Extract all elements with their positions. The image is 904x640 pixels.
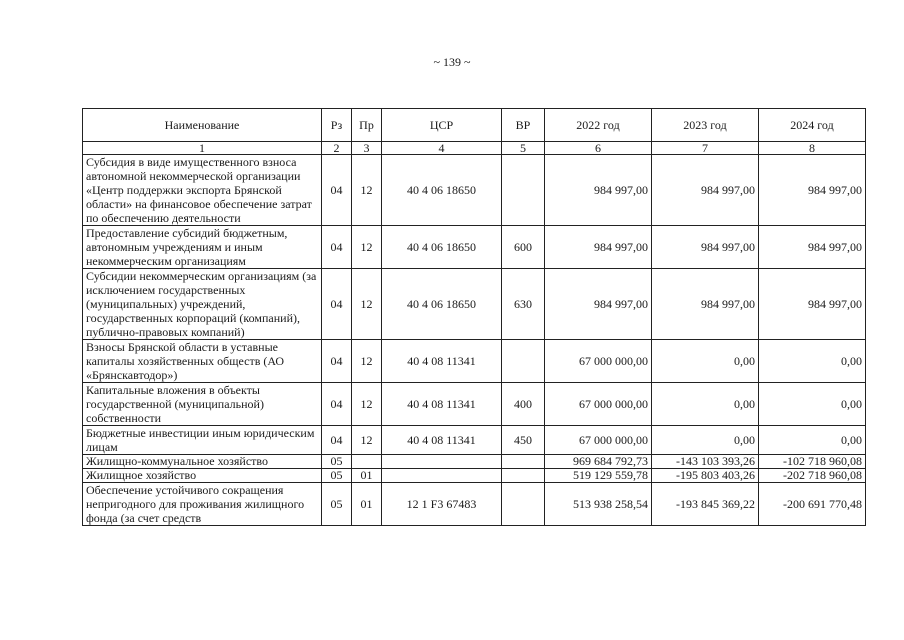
row-2024: 0,00 (759, 383, 866, 426)
row-2022: 984 997,00 (545, 155, 652, 226)
row-2023: 984 997,00 (652, 269, 759, 340)
row-rz: 04 (322, 340, 352, 383)
row-vr: 450 (502, 426, 545, 455)
column-number: 1 (83, 142, 322, 155)
row-pr: 12 (352, 426, 382, 455)
column-number: 4 (382, 142, 502, 155)
row-2023: 984 997,00 (652, 155, 759, 226)
row-name: Субсидия в виде имущественного взноса автономной некоммерческой организации «Центр поддержки экспорта Брянской области» на финансовое обеспечение затрат по обеспечению деятельности (83, 155, 322, 226)
row-2024: 984 997,00 (759, 155, 866, 226)
row-name: Предоставление субсидий бюджетным, автономным учреждениям и иным некоммерческим организациям (83, 226, 322, 269)
row-pr: 01 (352, 483, 382, 526)
row-2022: 984 997,00 (545, 269, 652, 340)
row-vr (502, 455, 545, 469)
row-2022: 519 129 559,78 (545, 469, 652, 483)
budget-table (82, 108, 866, 526)
header-2024: 2024 год (759, 109, 866, 142)
row-pr (352, 455, 382, 469)
row-csr (382, 455, 502, 469)
row-pr: 12 (352, 226, 382, 269)
row-vr (502, 155, 545, 226)
row-name: Жилищное хозяйство (83, 469, 322, 483)
row-name: Субсидии некоммерческим организациям (за исключением государственных (муниципальных) учреждений, государственных корпораций (компаний), публично-правовых компаний) (83, 269, 322, 340)
row-2022: 67 000 000,00 (545, 340, 652, 383)
row-2024: 0,00 (759, 340, 866, 383)
column-number: 8 (759, 142, 866, 155)
row-2024: -200 691 770,48 (759, 483, 866, 526)
row-csr: 40 4 08 11341 (382, 383, 502, 426)
header-2022: 2022 год (545, 109, 652, 142)
row-csr: 40 4 06 18650 (382, 155, 502, 226)
column-number: 6 (545, 142, 652, 155)
row-2023: 984 997,00 (652, 226, 759, 269)
row-2023: 0,00 (652, 340, 759, 383)
row-pr: 12 (352, 340, 382, 383)
row-2024: -102 718 960,08 (759, 455, 866, 469)
row-2024: 984 997,00 (759, 269, 866, 340)
table-row (83, 383, 866, 426)
row-vr (502, 340, 545, 383)
column-number: 3 (352, 142, 382, 155)
row-rz: 04 (322, 155, 352, 226)
column-number: 5 (502, 142, 545, 155)
header-csr: ЦСР (382, 109, 502, 142)
row-csr: 40 4 06 18650 (382, 226, 502, 269)
row-2023: 0,00 (652, 426, 759, 455)
row-csr: 40 4 06 18650 (382, 269, 502, 340)
table-row (83, 455, 866, 469)
row-2024: 984 997,00 (759, 226, 866, 269)
table-row (83, 269, 866, 340)
row-2023: -195 803 403,26 (652, 469, 759, 483)
row-rz: 04 (322, 226, 352, 269)
row-2022: 513 938 258,54 (545, 483, 652, 526)
row-rz: 04 (322, 383, 352, 426)
row-rz: 04 (322, 426, 352, 455)
row-2023: -143 103 393,26 (652, 455, 759, 469)
row-2023: 0,00 (652, 383, 759, 426)
row-pr: 12 (352, 383, 382, 426)
page-number: ~ 139 ~ (433, 55, 471, 69)
column-number: 7 (652, 142, 759, 155)
row-2024: -202 718 960,08 (759, 469, 866, 483)
row-vr (502, 469, 545, 483)
table-row (83, 226, 866, 269)
row-rz: 05 (322, 455, 352, 469)
row-name: Бюджетные инвестиции иным юридическим лицам (83, 426, 322, 455)
column-number: 2 (322, 142, 352, 155)
header-2023: 2023 год (652, 109, 759, 142)
header-rz: Рз (322, 109, 352, 142)
row-rz: 05 (322, 483, 352, 526)
row-vr (502, 483, 545, 526)
row-2022: 67 000 000,00 (545, 383, 652, 426)
row-2022: 67 000 000,00 (545, 426, 652, 455)
row-vr: 400 (502, 383, 545, 426)
row-vr: 630 (502, 269, 545, 340)
table-row (83, 426, 866, 455)
row-rz: 05 (322, 469, 352, 483)
row-name: Жилищно-коммунальное хозяйство (83, 455, 322, 469)
table-row (83, 469, 866, 483)
header-row (83, 109, 866, 142)
column-number-row (83, 142, 866, 155)
row-name: Капитальные вложения в объекты государственной (муниципальной) собственности (83, 383, 322, 426)
table-row (83, 340, 866, 383)
row-csr: 40 4 08 11341 (382, 340, 502, 383)
row-csr (382, 469, 502, 483)
row-vr: 600 (502, 226, 545, 269)
row-2024: 0,00 (759, 426, 866, 455)
header-name: Наименование (83, 109, 322, 142)
row-2022: 984 997,00 (545, 226, 652, 269)
table-row (83, 483, 866, 526)
row-csr: 12 1 F3 67483 (382, 483, 502, 526)
row-name: Обеспечение устойчивого сокращения непригодного для проживания жилищного фонда (за счет средств (83, 483, 322, 526)
row-csr: 40 4 08 11341 (382, 426, 502, 455)
header-pr: Пр (352, 109, 382, 142)
row-pr: 01 (352, 469, 382, 483)
row-pr: 12 (352, 269, 382, 340)
row-name: Взносы Брянской области в уставные капиталы хозяйственных обществ (АО «Брянскавтодор») (83, 340, 322, 383)
row-2023: -193 845 369,22 (652, 483, 759, 526)
table-row (83, 155, 866, 226)
row-2022: 969 684 792,73 (545, 455, 652, 469)
header-vr: ВР (502, 109, 545, 142)
row-pr: 12 (352, 155, 382, 226)
row-rz: 04 (322, 269, 352, 340)
